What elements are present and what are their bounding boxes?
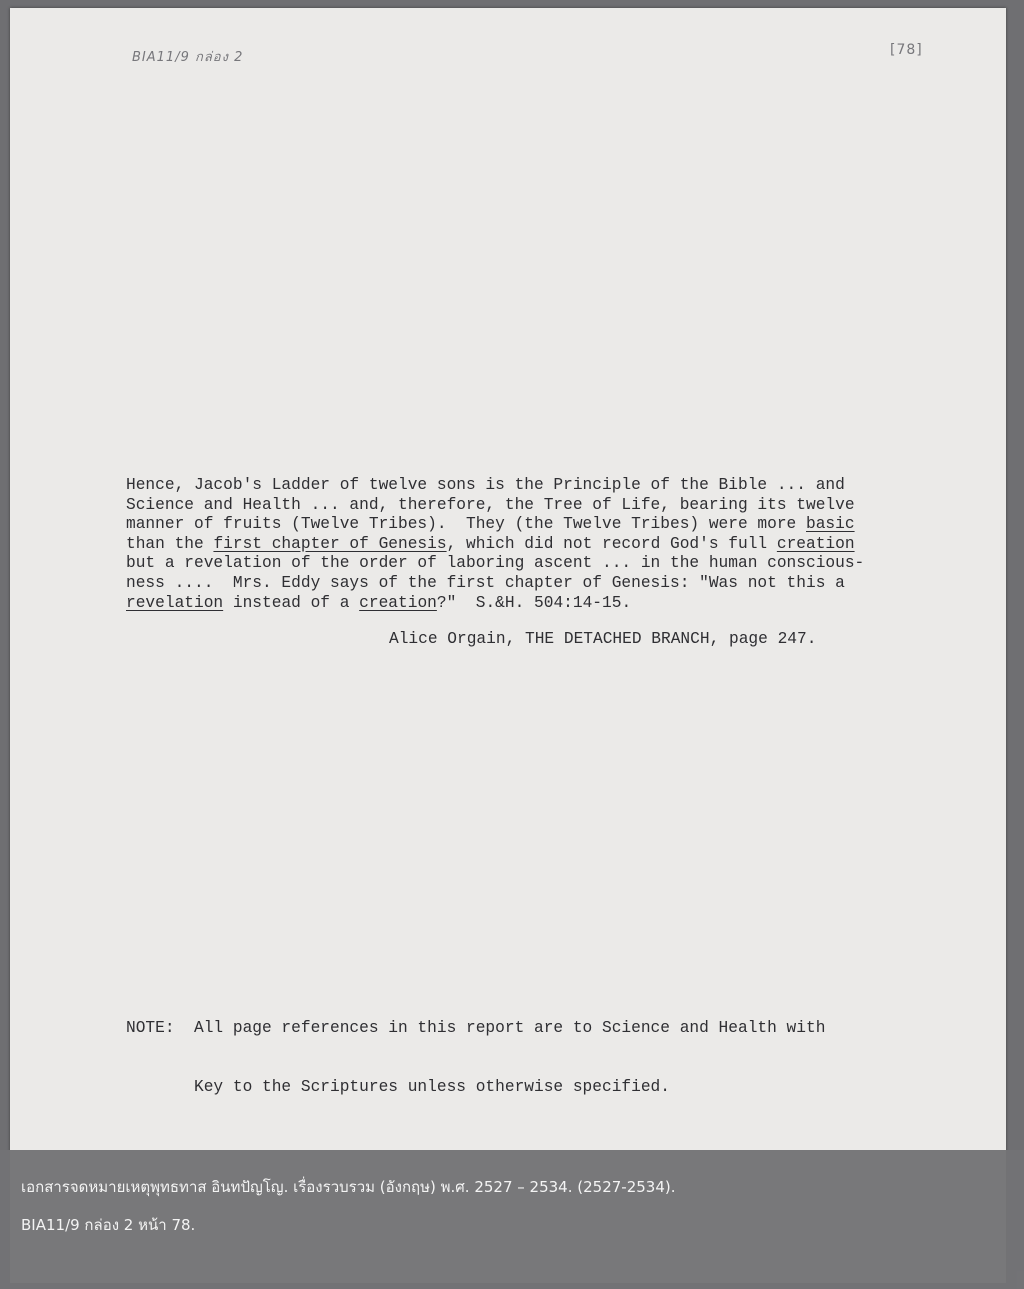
paragraph-line — [126, 476, 864, 496]
text-segment: instead of a — [223, 593, 360, 612]
underlined-text: creation — [359, 593, 437, 612]
paragraph-line — [126, 496, 864, 516]
text-segment: ?" S.&H. 504:14-15. — [436, 593, 632, 612]
note-line-1: NOTE: All page references in this report are to Science and Health with — [126, 1019, 826, 1038]
paragraph-line — [126, 594, 864, 614]
quotation-paragraph — [126, 476, 864, 613]
text-segment: manner of fruits (Twelve Tribes). They (the Twelve Tribes) were more — [126, 515, 806, 534]
underlined-text: revelation — [126, 593, 224, 612]
underlined-text: basic — [806, 515, 855, 534]
text-segment: , which did not record God's full — [446, 534, 777, 553]
archive-caption-bar — [0, 1150, 1024, 1289]
paragraph-line — [126, 515, 864, 535]
caption-reference: BIA11/9 กล่อง 2 หน้า 78. — [21, 1216, 196, 1234]
note-block — [126, 980, 825, 1137]
underlined-text: first chapter of Genesis — [213, 534, 447, 553]
handwritten-archive-ref: BIA11/9 กล่อง 2 — [132, 50, 244, 65]
paragraph-line — [126, 535, 864, 555]
paragraph-line — [126, 554, 864, 574]
text-segment: but a revelation of the order of laboring ascent ... in the human conscious- — [126, 554, 865, 573]
quotation-attribution: Alice Orgain, THE DETACHED BRANCH, page 247. — [389, 630, 817, 648]
text-segment: Hence, Jacob's Ladder of twelve sons is the Principle of the Bible ... and — [126, 476, 845, 494]
note-line-2: Key to the Scriptures unless otherwise specified. — [126, 1077, 670, 1096]
document-page — [10, 8, 1006, 1283]
text-segment: ness .... Mrs. Eddy says of the first chapter of Genesis: "Was not this a — [126, 573, 845, 592]
text-segment: than the — [126, 534, 214, 553]
underlined-text: creation — [776, 534, 855, 553]
handwritten-page-number: [78] — [890, 42, 923, 58]
text-segment: Science and Health ... and, therefore, the Tree of Life, bearing its twelve — [126, 495, 855, 514]
caption-title: เอกสารจดหมายเหตุพุทธทาส อินทปัญโญ. เรื่องรวบรวม (อังกฤษ) พ.ศ. 2527 – 2534. (2527-2534). — [21, 1178, 676, 1196]
paragraph-line — [126, 574, 864, 594]
